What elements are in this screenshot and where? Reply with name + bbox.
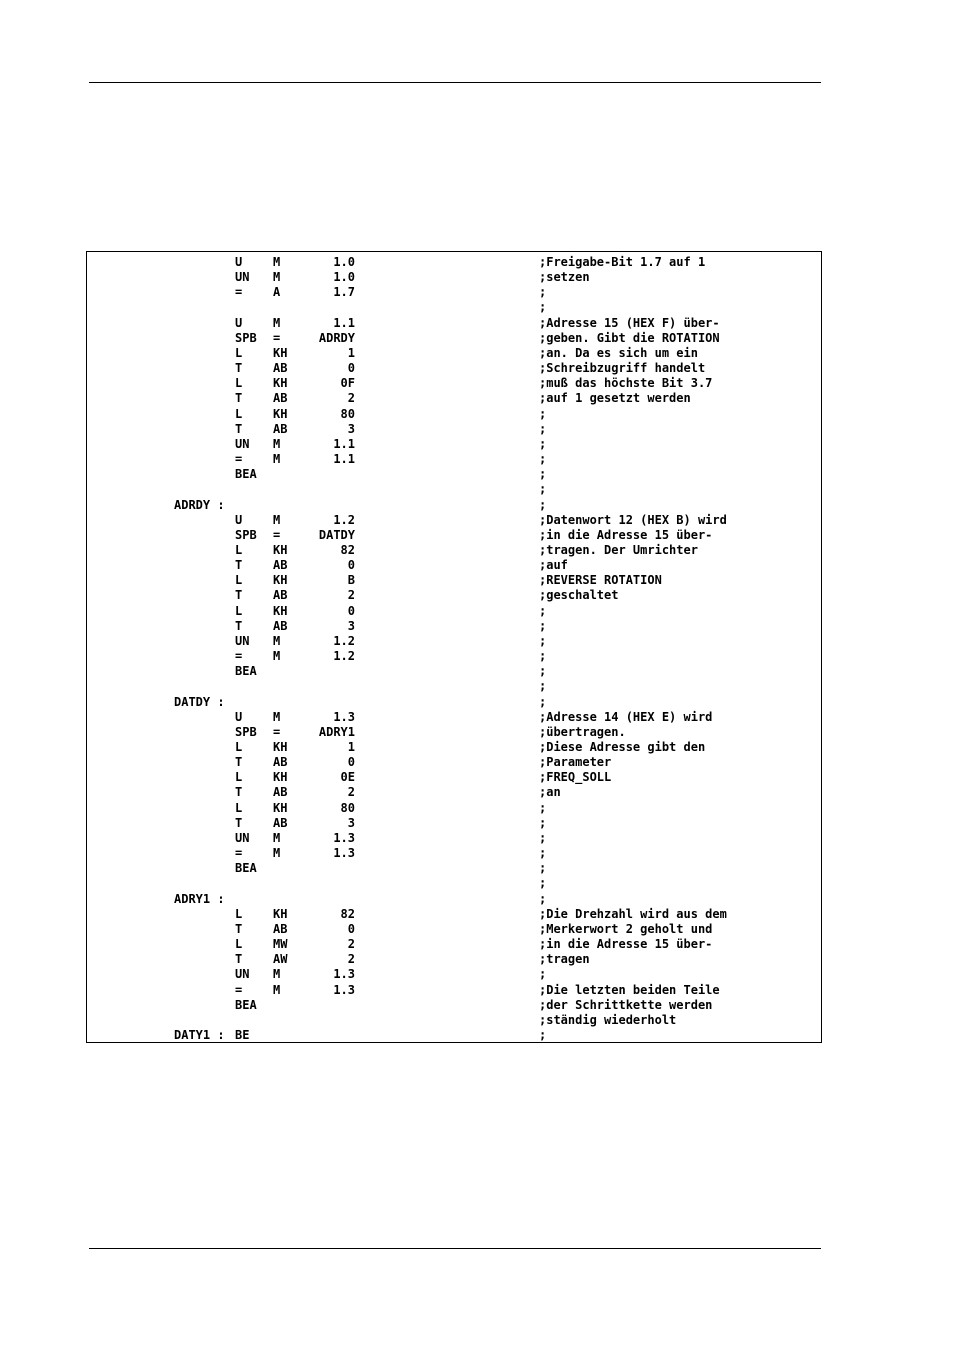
code-comment: ;tragen xyxy=(539,952,590,967)
code-instruction: BEA xyxy=(235,861,257,876)
code-line xyxy=(87,588,821,603)
code-value: 1.1 xyxy=(333,452,355,467)
code-instruction: L xyxy=(235,740,243,754)
code-value: 80 xyxy=(340,800,355,815)
code-operand: KH xyxy=(273,800,288,815)
code-comment: ; xyxy=(539,664,547,679)
code-line xyxy=(87,619,821,634)
code-value: 1.2 xyxy=(333,512,355,527)
code-comment: ; xyxy=(539,285,547,300)
code-operand: AB xyxy=(273,391,288,406)
code-comment: ; xyxy=(539,467,547,482)
code-comment: ;in die Adresse 15 über- xyxy=(539,937,713,952)
code-line xyxy=(87,316,821,331)
code-comment: ; xyxy=(539,861,547,876)
code-line xyxy=(87,376,821,391)
code-value: 3 xyxy=(347,618,355,633)
code-line xyxy=(87,270,821,285)
code-line xyxy=(87,952,821,967)
code-operand: MW xyxy=(273,937,288,952)
code-operand: KH xyxy=(273,906,288,921)
code-comment: ;an xyxy=(539,785,561,800)
code-line xyxy=(87,770,821,785)
code-line xyxy=(87,801,821,816)
code-instruction: T xyxy=(235,361,243,376)
code-comment: ;Schreibzugriff handelt xyxy=(539,361,706,376)
code-instruction: = xyxy=(235,452,243,467)
code-comment: ;Adresse 14 (HEX E) wird xyxy=(539,709,713,724)
code-instruction: L xyxy=(235,800,243,815)
code-comment: ;tragen. Der Umrichter xyxy=(539,542,698,557)
code-operand: = xyxy=(273,724,281,739)
code-operand: KH xyxy=(273,573,288,588)
code-line xyxy=(87,543,821,558)
code-instruction: UN xyxy=(235,436,250,451)
code-value: 1.0 xyxy=(333,255,355,269)
code-instruction: T xyxy=(235,815,243,830)
code-instruction: L xyxy=(235,406,243,421)
code-value: 0 xyxy=(347,603,355,618)
code-comment: ;Adresse 15 (HEX F) über- xyxy=(539,315,720,330)
code-line xyxy=(87,983,821,998)
code-instruction: T xyxy=(235,785,243,800)
code-operand: M xyxy=(273,436,281,451)
code-line xyxy=(87,937,821,952)
code-comment: ;Parameter xyxy=(539,755,612,770)
code-comment: ;Die Drehzahl wird aus dem xyxy=(539,906,727,921)
code-comment: ;Merkerwort 2 geholt und xyxy=(539,921,713,936)
code-instruction: T xyxy=(235,558,243,573)
code-instruction: U xyxy=(235,709,243,724)
code-comment: ;an. Da es sich um ein xyxy=(539,345,698,360)
code-value: 1 xyxy=(347,740,355,754)
code-comment: ; xyxy=(539,891,547,906)
code-instruction: T xyxy=(235,755,243,770)
code-comment: ; xyxy=(539,846,547,861)
code-line xyxy=(87,695,821,710)
code-line xyxy=(87,300,821,315)
code-comment: ; xyxy=(539,815,547,830)
code-line xyxy=(87,452,821,467)
code-instruction: = xyxy=(235,285,243,300)
code-line xyxy=(87,967,821,982)
code-line xyxy=(87,922,821,937)
code-comment: ; xyxy=(539,649,547,664)
code-value: 1.1 xyxy=(333,436,355,451)
code-comment: ;muß das höchste Bit 3.7 xyxy=(539,376,713,391)
code-comment: ;ständig wiederholt xyxy=(539,1012,677,1027)
code-operand: M xyxy=(273,452,281,467)
code-operand: M xyxy=(273,830,281,845)
code-comment: ; xyxy=(539,800,547,815)
code-line xyxy=(87,346,821,361)
code-instruction: = xyxy=(235,649,243,664)
code-value: 0 xyxy=(347,361,355,376)
code-comment: ; xyxy=(539,876,547,891)
code-operand: AW xyxy=(273,952,288,967)
code-line xyxy=(87,740,821,755)
code-line xyxy=(87,664,821,679)
code-instruction: T xyxy=(235,588,243,603)
code-line xyxy=(87,831,821,846)
code-comment: ; xyxy=(539,618,547,633)
code-value: 0 xyxy=(347,921,355,936)
code-value: 3 xyxy=(347,815,355,830)
code-line xyxy=(87,710,821,725)
code-instruction: T xyxy=(235,391,243,406)
code-line xyxy=(87,755,821,770)
code-comment: ; xyxy=(539,679,547,694)
code-line xyxy=(87,785,821,800)
code-value: ADRY1 xyxy=(318,724,355,739)
code-line xyxy=(87,513,821,528)
code-instruction: L xyxy=(235,770,243,785)
code-operand: KH xyxy=(273,406,288,421)
code-operand: KH xyxy=(273,770,288,785)
code-instruction: L xyxy=(235,376,243,391)
code-operand: = xyxy=(273,330,281,345)
code-comment: ;Freigabe-Bit 1.7 auf 1 xyxy=(539,255,706,269)
footer-rule xyxy=(89,1248,821,1249)
code-instruction: BEA xyxy=(235,997,257,1012)
code-value: 1.3 xyxy=(333,982,355,997)
code-operand: AB xyxy=(273,421,288,436)
header-rule xyxy=(89,82,821,83)
code-comment: ; xyxy=(539,633,547,648)
code-value: 1.1 xyxy=(333,315,355,330)
code-line xyxy=(87,422,821,437)
code-instruction: BEA xyxy=(235,467,257,482)
code-operand: M xyxy=(273,633,281,648)
code-value: 1.0 xyxy=(333,270,355,285)
code-instruction: UN xyxy=(235,830,250,845)
code-line xyxy=(87,255,821,270)
code-comment: ; xyxy=(539,1027,547,1042)
code-listing xyxy=(87,255,821,1043)
code-line xyxy=(87,391,821,406)
code-comment: ; xyxy=(539,967,547,982)
code-line xyxy=(87,573,821,588)
code-value: 1.3 xyxy=(333,846,355,861)
code-comment: ;auf 1 gesetzt werden xyxy=(539,391,691,406)
code-listing-box xyxy=(86,251,822,1043)
code-instruction: = xyxy=(235,982,243,997)
code-instruction: U xyxy=(235,315,243,330)
code-value: 1.2 xyxy=(333,633,355,648)
code-line xyxy=(87,498,821,513)
code-value: ADRDY xyxy=(318,330,355,345)
code-instruction: BEA xyxy=(235,664,257,679)
code-operand: M xyxy=(273,982,281,997)
code-operand: AB xyxy=(273,361,288,376)
code-comment: ;Die letzten beiden Teile xyxy=(539,982,720,997)
code-comment: ;setzen xyxy=(539,270,590,285)
code-comment: ;geschaltet xyxy=(539,588,619,603)
code-comment: ; xyxy=(539,497,547,512)
code-line xyxy=(87,285,821,300)
code-value: 82 xyxy=(340,906,355,921)
code-line xyxy=(87,846,821,861)
code-operand: AB xyxy=(273,785,288,800)
code-value: 1.2 xyxy=(333,649,355,664)
code-operand: M xyxy=(273,512,281,527)
code-comment: ;in die Adresse 15 über- xyxy=(539,527,713,542)
code-operand: AB xyxy=(273,588,288,603)
code-comment: ; xyxy=(539,436,547,451)
code-value: 1.7 xyxy=(333,285,355,300)
code-operand: M xyxy=(273,846,281,861)
code-operand: KH xyxy=(273,603,288,618)
code-label: DATDY : xyxy=(174,694,225,709)
code-instruction: L xyxy=(235,345,243,360)
code-operand: M xyxy=(273,709,281,724)
code-line xyxy=(87,1028,821,1043)
code-instruction: SPB xyxy=(235,330,257,345)
code-operand: KH xyxy=(273,542,288,557)
code-comment: ; xyxy=(539,300,547,315)
code-comment: ;Diese Adresse gibt den xyxy=(539,740,706,754)
code-line xyxy=(87,558,821,573)
code-line xyxy=(87,861,821,876)
code-operand: = xyxy=(273,527,281,542)
code-operand: AB xyxy=(273,755,288,770)
code-instruction: L xyxy=(235,937,243,952)
code-value: 2 xyxy=(347,952,355,967)
code-instruction: = xyxy=(235,846,243,861)
code-line xyxy=(87,634,821,649)
code-label: ADRY1 : xyxy=(174,891,225,906)
code-value: 1.3 xyxy=(333,967,355,982)
code-operand: KH xyxy=(273,740,288,754)
code-comment: ;Datenwort 12 (HEX B) wird xyxy=(539,512,727,527)
code-operand: AB xyxy=(273,921,288,936)
code-operand: M xyxy=(273,967,281,982)
code-value: 0F xyxy=(340,376,355,391)
code-line xyxy=(87,467,821,482)
code-comment: ;geben. Gibt die ROTATION xyxy=(539,330,720,345)
code-line xyxy=(87,528,821,543)
code-instruction: SPB xyxy=(235,724,257,739)
code-line xyxy=(87,361,821,376)
code-line xyxy=(87,725,821,740)
code-comment: ; xyxy=(539,482,547,497)
code-value: 3 xyxy=(347,421,355,436)
code-operand: M xyxy=(273,649,281,664)
code-instruction: SPB xyxy=(235,527,257,542)
code-comment: ; xyxy=(539,406,547,421)
code-instruction: UN xyxy=(235,633,250,648)
code-line xyxy=(87,679,821,694)
code-line xyxy=(87,892,821,907)
code-operand: M xyxy=(273,270,281,285)
code-value: 2 xyxy=(347,588,355,603)
code-instruction: T xyxy=(235,921,243,936)
code-comment: ; xyxy=(539,694,547,709)
code-line xyxy=(87,407,821,422)
code-comment: ; xyxy=(539,421,547,436)
code-instruction: L xyxy=(235,542,243,557)
code-line xyxy=(87,816,821,831)
code-instruction: L xyxy=(235,573,243,588)
code-value: 2 xyxy=(347,391,355,406)
code-line xyxy=(87,1013,821,1028)
code-value: 2 xyxy=(347,937,355,952)
code-line xyxy=(87,907,821,922)
code-line xyxy=(87,482,821,497)
code-line xyxy=(87,649,821,664)
code-comment: ;übertragen. xyxy=(539,724,626,739)
code-operand: KH xyxy=(273,376,288,391)
code-instruction: L xyxy=(235,603,243,618)
code-label: ADRDY : xyxy=(174,497,225,512)
code-operand: A xyxy=(273,285,281,300)
code-value: 0 xyxy=(347,558,355,573)
code-comment: ; xyxy=(539,830,547,845)
code-instruction: UN xyxy=(235,967,250,982)
code-value: 82 xyxy=(340,542,355,557)
code-value: 0 xyxy=(347,755,355,770)
code-value: 1.3 xyxy=(333,709,355,724)
code-comment: ; xyxy=(539,603,547,618)
code-comment: ;der Schrittkette werden xyxy=(539,997,713,1012)
code-value: 80 xyxy=(340,406,355,421)
code-operand: M xyxy=(273,255,281,269)
code-instruction: UN xyxy=(235,270,250,285)
code-operand: KH xyxy=(273,345,288,360)
code-line xyxy=(87,437,821,452)
code-line xyxy=(87,876,821,891)
code-operand: AB xyxy=(273,815,288,830)
code-value: B xyxy=(347,573,355,588)
code-instruction: BE xyxy=(235,1027,250,1042)
code-instruction: T xyxy=(235,618,243,633)
code-comment: ;FREQ_SOLL xyxy=(539,770,612,785)
code-line xyxy=(87,331,821,346)
code-instruction: U xyxy=(235,255,243,269)
code-operand: AB xyxy=(273,618,288,633)
code-instruction: U xyxy=(235,512,243,527)
code-instruction: T xyxy=(235,421,243,436)
code-instruction: T xyxy=(235,952,243,967)
code-value: 1 xyxy=(347,345,355,360)
code-instruction: L xyxy=(235,906,243,921)
code-operand: M xyxy=(273,315,281,330)
code-value: 1.3 xyxy=(333,830,355,845)
code-line xyxy=(87,998,821,1013)
code-comment: ; xyxy=(539,452,547,467)
code-operand: AB xyxy=(273,558,288,573)
code-comment: ;auf xyxy=(539,558,568,573)
code-label: DATY1 : xyxy=(174,1027,225,1042)
code-line xyxy=(87,604,821,619)
code-value: 2 xyxy=(347,785,355,800)
code-value: DATDY xyxy=(318,527,355,542)
code-value: 0E xyxy=(340,770,355,785)
code-comment: ;REVERSE ROTATION xyxy=(539,573,662,588)
